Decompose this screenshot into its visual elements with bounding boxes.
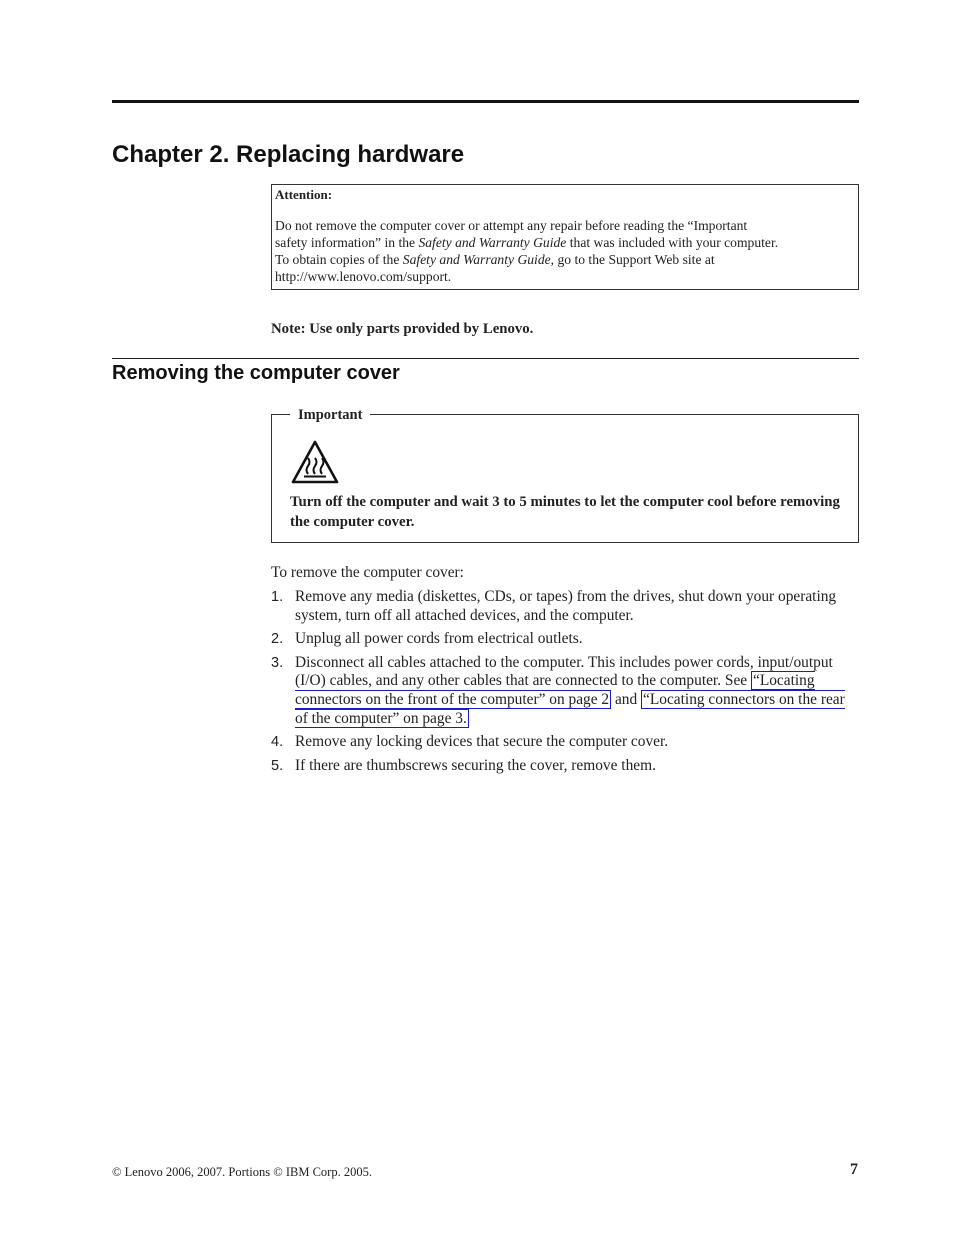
step-text: Unplug all power cords from electrical outlets. [295, 630, 583, 648]
attention-box [271, 184, 859, 290]
step-item [271, 733, 861, 752]
step-number: 1. [271, 589, 284, 605]
attention-line: To obtain copies of the Safety and Warranty Guide, go to the Support Web site at [275, 252, 715, 267]
footer-copyright: © Lenovo 2006, 2007. Portions © IBM Corp. 2005. [112, 1165, 372, 1179]
step-item [271, 630, 861, 649]
step-text: Remove any media (diskettes, CDs, or tapes) from the drives, shut down your operating system, turn off all attached devices, and the computer. [295, 588, 837, 624]
step-text: Remove any locking devices that secure the computer cover. [295, 733, 669, 751]
link-rear-connectors[interactable]: “Locating connectors on the rear of the computer” on page 3. [295, 691, 845, 727]
page-number: 7 [850, 1161, 858, 1178]
procedure-steps [271, 588, 861, 780]
step-item [271, 588, 861, 626]
important-box [271, 407, 859, 543]
step-text: If there are thumbscrews securing the cover, remove them. [295, 756, 656, 774]
link-front-connectors[interactable]: “Locating connectors on the front of the computer” on page 2 [295, 672, 815, 709]
step-number: 2. [271, 631, 284, 648]
important-legend: Important [290, 406, 370, 424]
step-text: Disconnect all cables attached to the computer. This includes power cords, input/output (I/O) cables, and any other cables that are connected to the computer. See [295, 653, 833, 690]
attention-label: Attention: [275, 187, 333, 202]
step-number: 4. [271, 734, 284, 751]
procedure-intro: To remove the computer cover: [271, 564, 464, 581]
guide-title: Safety and Warranty Guide [402, 252, 551, 267]
section-rule [112, 358, 859, 359]
attention-line: Do not remove the computer cover or attempt any repair before reading the “Important [275, 218, 748, 233]
step-item [271, 654, 861, 729]
chapter-title: Chapter 2. Replacing hardware [112, 141, 465, 168]
attention-line: safety information” in the Safety and Warranty Guide that was included with your computer. [275, 235, 779, 250]
attention-text [275, 217, 858, 285]
top-rule [112, 100, 859, 103]
guide-title: Safety and Warranty Guide [418, 235, 567, 250]
hot-surface-warning-icon [290, 439, 340, 485]
support-url: http://www.lenovo.com/support. [275, 269, 452, 284]
step-text: and [611, 691, 642, 709]
important-text: Turn off the computer and wait 3 to 5 minutes to let the computer cool before removing the computer cover. [290, 494, 840, 530]
step-item [271, 757, 861, 776]
section-title: Removing the computer cover [112, 362, 400, 384]
step-number: 5. [271, 757, 284, 774]
note: Note: Use only parts provided by Lenovo. [271, 321, 534, 337]
step-number: 3. [271, 654, 284, 671]
